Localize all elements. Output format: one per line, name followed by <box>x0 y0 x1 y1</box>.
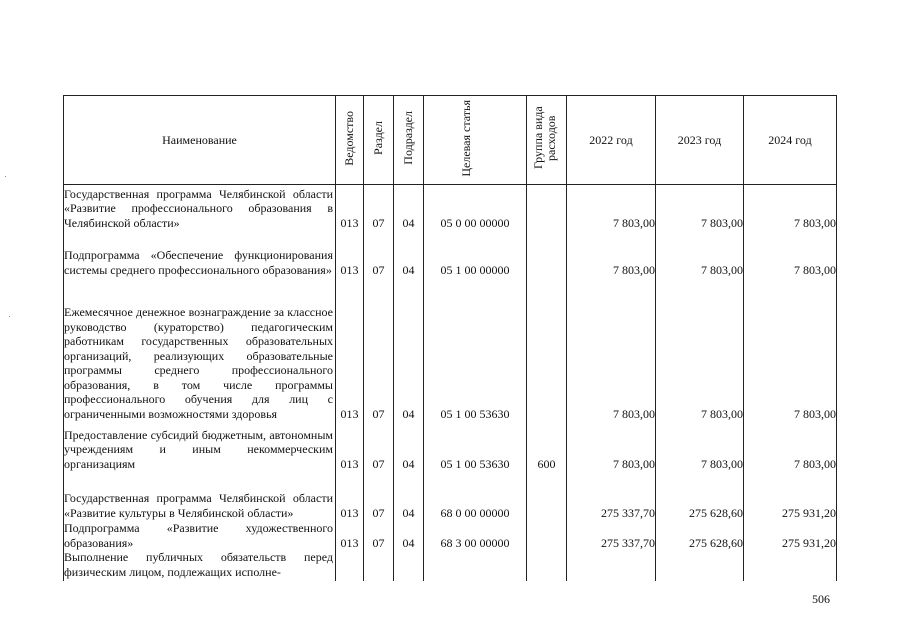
row-name: Подпрограмма «Обеспечение функционирования системы среднего профессионального образования» <box>64 230 336 277</box>
row-section: 07 <box>364 230 394 277</box>
row-department: 013 <box>336 520 364 550</box>
header-target-article: Целевая статья <box>424 96 527 185</box>
row-section: 07 <box>364 184 394 230</box>
row-subsection: 04 <box>394 277 424 421</box>
table-row <box>64 520 837 550</box>
header-2023: 2023 год <box>656 96 744 185</box>
row-name: Государственная программа Челябинской области «Развитие культуры в Челябинской области» <box>64 471 336 520</box>
header-subsection: Подраздел <box>394 96 424 185</box>
row-subsection: 04 <box>394 184 424 230</box>
row-name: Предоставление субсидий бюджетным, автономным учреждениям и иным некоммерческим организациям <box>64 421 336 471</box>
row-2024: 7 803,00 <box>744 184 837 230</box>
table-header <box>64 96 837 185</box>
row-2023: 275 628,60 <box>656 520 744 550</box>
table-row <box>64 277 837 421</box>
row-2024: 275 931,20 <box>744 520 837 550</box>
row-name: Государственная программа Челябинской области «Развитие профессионального образования в Челябинской области» <box>64 184 336 230</box>
header-2024: 2024 год <box>744 96 837 185</box>
header-department: Ведомство <box>336 96 364 185</box>
row-target: 05 1 00 53630 <box>424 421 527 471</box>
row-2023: 275 628,60 <box>656 471 744 520</box>
row-2022 <box>567 550 656 581</box>
header-section: Раздел <box>364 96 394 185</box>
row-subsection <box>394 550 424 581</box>
row-group <box>527 277 567 421</box>
row-department: 013 <box>336 184 364 230</box>
row-2023 <box>656 550 744 581</box>
row-department: 013 <box>336 230 364 277</box>
row-target: 05 0 00 00000 <box>424 184 527 230</box>
row-subsection: 04 <box>394 230 424 277</box>
page-number: 506 <box>812 592 830 606</box>
row-2023: 7 803,00 <box>656 421 744 471</box>
row-target: 05 1 00 00000 <box>424 230 527 277</box>
row-section: 07 <box>364 471 394 520</box>
row-subsection: 04 <box>394 520 424 550</box>
row-department <box>336 550 364 581</box>
row-2022: 275 337,70 <box>567 471 656 520</box>
row-target <box>424 550 527 581</box>
row-section: 07 <box>364 421 394 471</box>
row-section: 07 <box>364 277 394 421</box>
budget-table <box>63 95 837 581</box>
scan-speck <box>5 176 6 177</box>
row-2024: 275 931,20 <box>744 471 837 520</box>
row-2023: 7 803,00 <box>656 184 744 230</box>
row-subsection: 04 <box>394 421 424 471</box>
row-name: Выполнение публичных обязательств перед физическим лицом, подлежащих исполне- <box>64 550 336 581</box>
row-group <box>527 550 567 581</box>
row-section <box>364 550 394 581</box>
row-2022: 7 803,00 <box>567 184 656 230</box>
row-2024: 7 803,00 <box>744 421 837 471</box>
row-target: 68 3 00 00000 <box>424 520 527 550</box>
row-2023: 7 803,00 <box>656 230 744 277</box>
row-group: 600 <box>527 421 567 471</box>
row-department: 013 <box>336 471 364 520</box>
table-row <box>64 471 837 520</box>
header-name: Наименование <box>64 96 336 185</box>
table-row <box>64 184 837 230</box>
row-name: Ежемесячное денежное вознаграждение за классное руководство (кураторство) педагогическим работникам государственных образовательных организаций, реализующих образовательные программы среднего профессионального образования, в том числе программы профессионального обучения для лиц с ограниченными возможностями здоровья <box>64 277 336 421</box>
row-2022: 7 803,00 <box>567 277 656 421</box>
row-group <box>527 520 567 550</box>
row-target: 05 1 00 53630 <box>424 277 527 421</box>
row-group <box>527 471 567 520</box>
row-department: 013 <box>336 277 364 421</box>
row-subsection: 04 <box>394 471 424 520</box>
row-group <box>527 230 567 277</box>
row-section: 07 <box>364 520 394 550</box>
row-department: 013 <box>336 421 364 471</box>
table-row <box>64 421 837 471</box>
row-target: 68 0 00 00000 <box>424 471 527 520</box>
row-2024: 7 803,00 <box>744 277 837 421</box>
row-2022: 7 803,00 <box>567 230 656 277</box>
row-group <box>527 184 567 230</box>
row-2024 <box>744 550 837 581</box>
row-2024: 7 803,00 <box>744 230 837 277</box>
table-row <box>64 230 837 277</box>
row-name: Подпрограмма «Развитие художественного образования» <box>64 520 336 550</box>
header-expense-group: Группа вида расходов <box>527 96 567 185</box>
table-row <box>64 550 837 581</box>
row-2022: 275 337,70 <box>567 520 656 550</box>
row-2023: 7 803,00 <box>656 277 744 421</box>
header-2022: 2022 год <box>567 96 656 185</box>
scan-speck <box>9 316 10 317</box>
row-2022: 7 803,00 <box>567 421 656 471</box>
